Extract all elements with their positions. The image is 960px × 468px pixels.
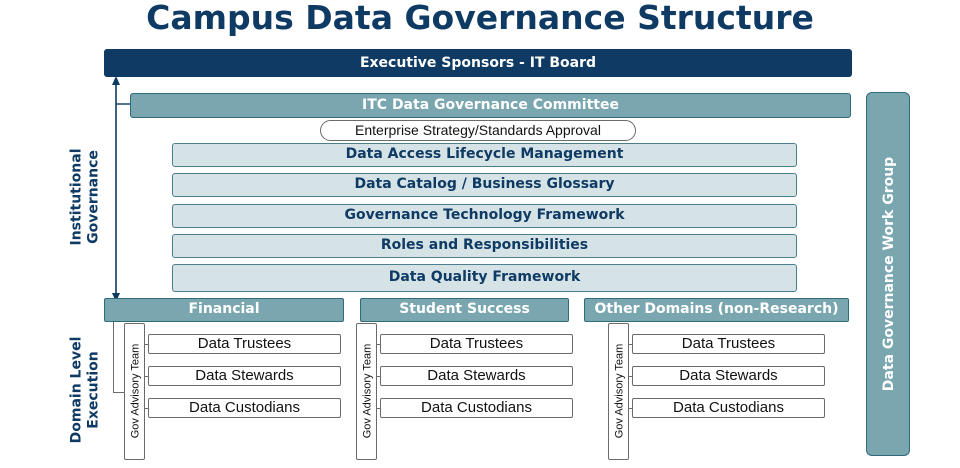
role-data-custodians: Data Custodians: [148, 398, 341, 418]
role-data-stewards: Data Stewards: [148, 366, 341, 386]
executive-sponsors-bar: Executive Sponsors - IT Board: [104, 49, 852, 77]
work-group-bar: [866, 92, 910, 456]
institutional-governance-label: [68, 149, 102, 246]
domain-header-other-domains: Other Domains (non-Research): [584, 298, 849, 322]
advisory-team-label: Gov Advisory Team: [613, 343, 625, 439]
advisory-team-label: Gov Advisory Team: [361, 343, 373, 439]
advisory-team-other-domains: [608, 323, 629, 460]
advisory-team-label: Gov Advisory Team: [129, 343, 141, 439]
framework-bar-access-lifecycle: Data Access Lifecycle Management: [172, 143, 797, 167]
role-data-stewards: Data Stewards: [380, 366, 573, 386]
domain-header-student-success: Student Success: [360, 298, 569, 322]
role-data-trustees: Data Trustees: [380, 334, 573, 354]
domain-label-line-2: Execution: [85, 351, 101, 429]
institutional-label-line-1: Institutional: [67, 148, 84, 246]
role-data-custodians: Data Custodians: [632, 398, 825, 418]
advisory-team-student-success: [356, 323, 377, 460]
domain-label-line-1: Domain Level: [68, 336, 84, 444]
advisory-team-financial: [124, 323, 145, 460]
itc-committee-bar: ITC Data Governance Committee: [130, 93, 851, 118]
framework-bar-catalog-glossary: Data Catalog / Business Glossary: [172, 173, 797, 197]
page-title: Campus Data Governance Structure: [146, 0, 814, 37]
role-data-trustees: Data Trustees: [148, 334, 341, 354]
institutional-label-line-2: Governance: [84, 150, 101, 244]
work-group-label: Data Governance Work Group: [880, 156, 897, 392]
role-data-trustees: Data Trustees: [632, 334, 825, 354]
domain-header-financial: Financial: [104, 298, 344, 322]
role-data-stewards: Data Stewards: [632, 366, 825, 386]
framework-bar-data-quality: Data Quality Framework: [172, 264, 797, 292]
role-data-custodians: Data Custodians: [380, 398, 573, 418]
framework-bar-roles: Roles and Responsibilities: [172, 234, 797, 258]
framework-bar-technology: Governance Technology Framework: [172, 204, 797, 228]
approval-pill: Enterprise Strategy/Standards Approval: [320, 120, 636, 141]
